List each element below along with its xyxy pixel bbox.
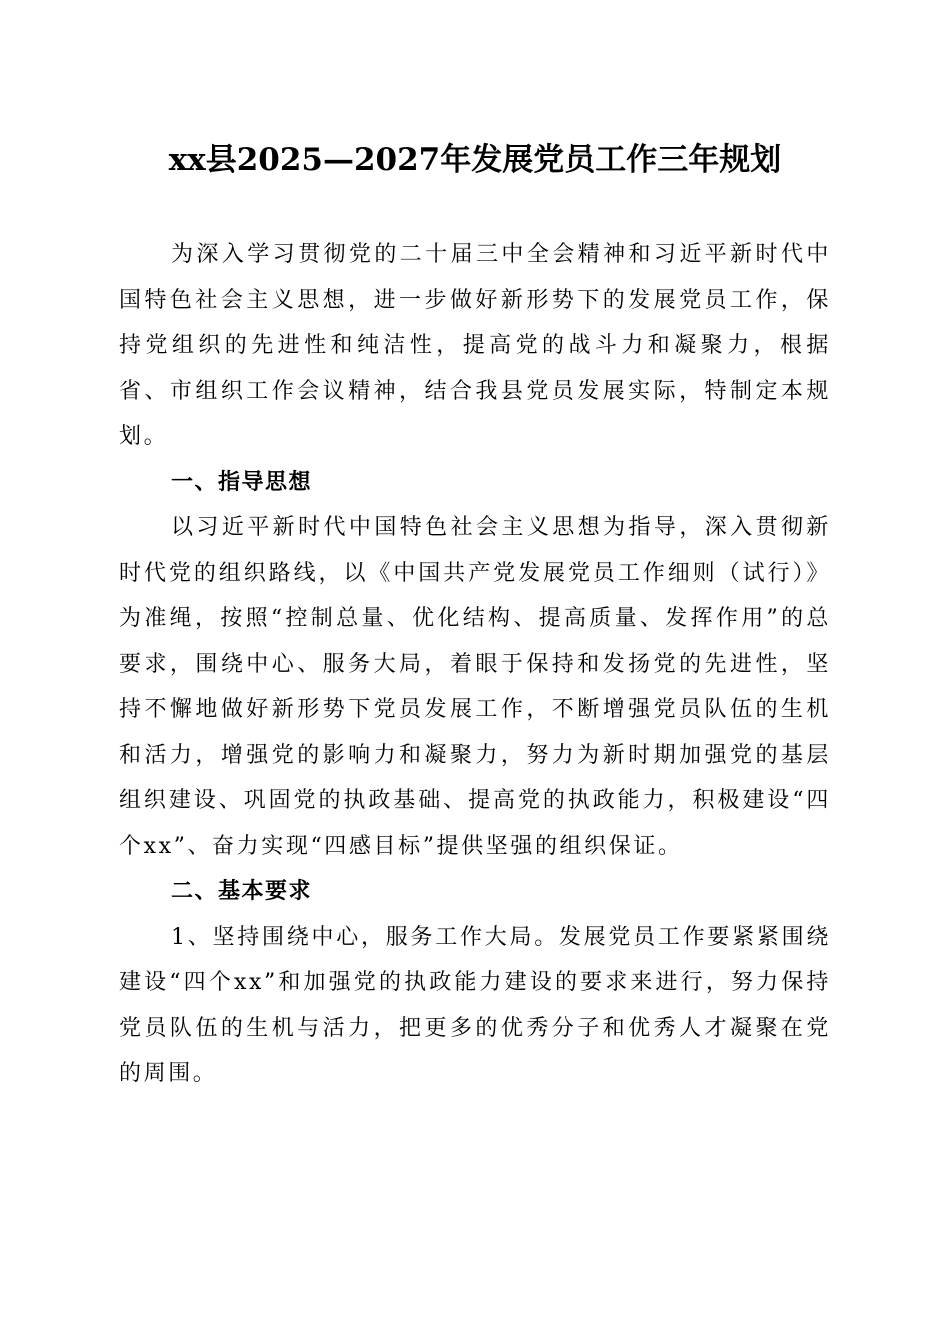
section-heading-basic-requirements: 二、基本要求 bbox=[171, 879, 313, 904]
document-body bbox=[119, 232, 831, 1097]
requirement-item-1: 1、坚持围绕中心，服务工作大局。发展党员工作要紧紧围绕建设“四个xx”和加强党的执政能力建设的要求来进行，努力保持党员队伍的生机与活力，把更多的优秀分子和优秀人才凝聚在党的周围。 bbox=[119, 924, 831, 1086]
guiding-thought-paragraph: 以习近平新时代中国特色社会主义思想为指导，深入贯彻新时代党的组织路线，以《中国共产党发展党员工作细则（试行）》为准绳，按照“控制总量、优化结构、提高质量、发挥作用”的总要求，围绕中心、服务大局，着眼于保持和发扬党的先进性，坚持不懈地做好新形势下党员发展工作，不断增强党员队伍的生机和活力，增强党的影响力和凝聚力，努力为新时期加强党的基层组织建设、巩固党的执政基础、提高党的执政能力，积极建设“四个xx”、奋力实现“四感目标”提供坚强的组织保证。 bbox=[119, 515, 831, 859]
intro-paragraph: 为深入学习贯彻党的二十届三中全会精神和习近平新时代中国特色社会主义思想，进一步做好新形势下的发展党员工作，保持党组织的先进性和纯洁性，提高党的战斗力和凝聚力，根据省、市组织工作会议精神，结合我县党员发展实际，特制定本规划。 bbox=[119, 242, 831, 449]
section-heading-guiding-thought: 一、指导思想 bbox=[171, 469, 313, 495]
document-title: xx县2025—2027年发展党员工作三年规划 bbox=[168, 142, 782, 178]
